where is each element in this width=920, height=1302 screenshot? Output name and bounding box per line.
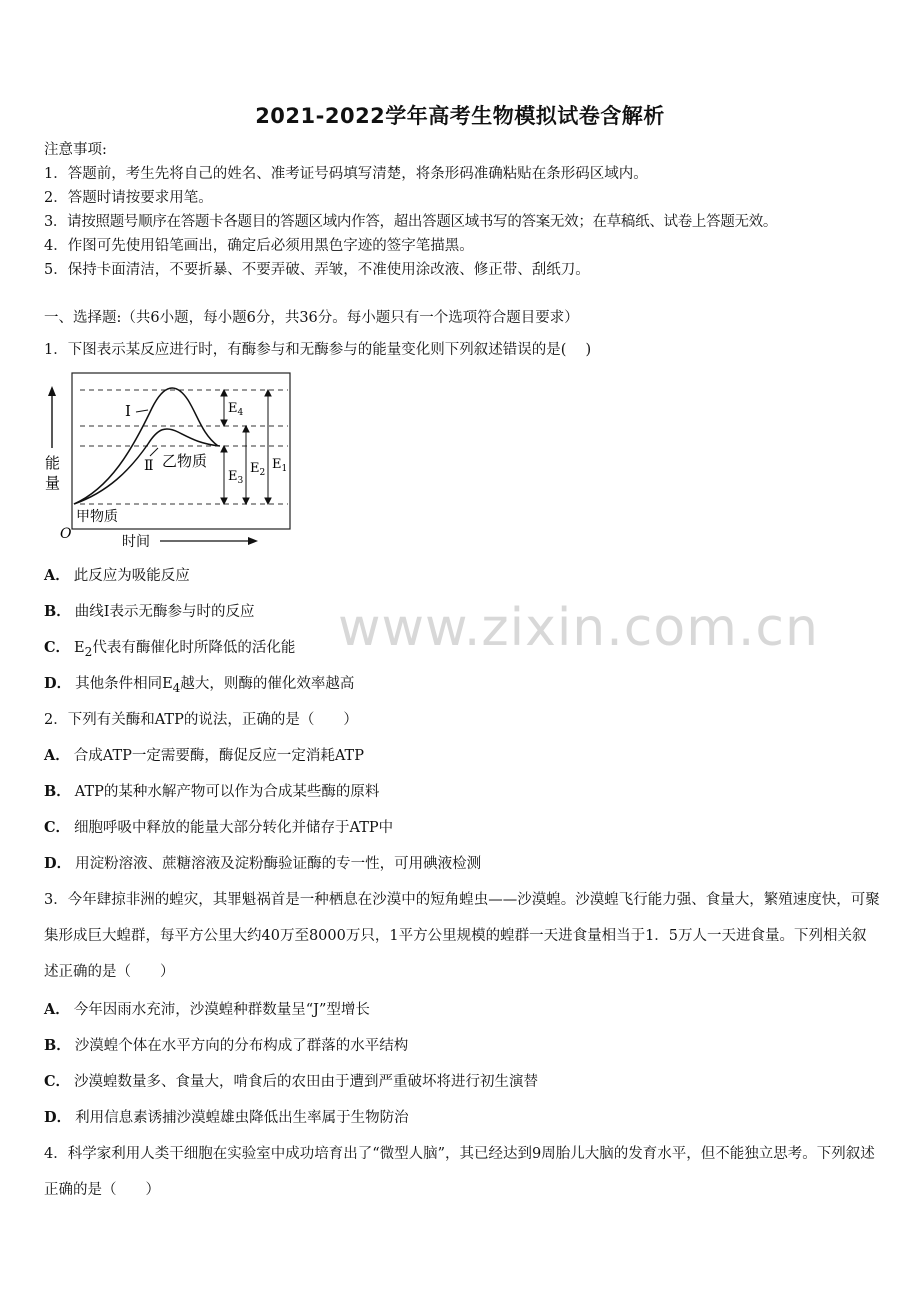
notice-item-5: 5．保持卡面清洁，不要折暴、不要弄破、弄皱，不准使用涂改液、修正带、刮纸刀。 — [44, 262, 590, 278]
x-label: 时间 — [122, 534, 150, 550]
q1-option-a: A． 此反应为吸能反应 — [44, 567, 190, 584]
notice-heading: 注意事项: — [44, 142, 107, 158]
q2-option-d: D． 用淀粉溶液、蔗糖溶液及淀粉酶验证酶的专一性，可用碘液检测 — [44, 855, 482, 872]
e2-label: $E_2$ — [250, 461, 266, 478]
option-letter: D． — [44, 675, 72, 692]
reactant-label: 甲物质 — [76, 509, 118, 525]
curve-two-pointer — [150, 448, 158, 456]
e1-label: $E_1$ — [272, 457, 288, 474]
e4-label: $E_4$ — [228, 401, 244, 418]
q3-option-a: A． 今年因雨水充沛，沙漠蝗种群数量呈“J”型增长 — [44, 1001, 370, 1018]
option-letter: B． — [44, 603, 71, 620]
option-letter: C． — [44, 639, 71, 656]
y-label-1: 能 — [45, 454, 61, 472]
e3-label: $E_3$ — [228, 469, 244, 486]
curve-one-label: I — [125, 402, 131, 420]
product-label: 乙物质 — [162, 452, 208, 470]
q2-option-a: A． 合成ATP一定需要酶，酶促反应一定消耗ATP — [44, 747, 364, 764]
option-letter: A． — [44, 1001, 70, 1018]
y-axis-arrowhead — [48, 386, 56, 396]
option-letter: B． — [44, 783, 71, 800]
origin-label: O — [60, 526, 72, 542]
q4-stem: 4．科学家利用人类干细胞在实验室中成功培育出了“微型人脑”，其已经达到9周胎儿大脑的发育水平，但不能独立思考。下列叙述正确的是（ ） — [44, 1146, 875, 1198]
y-label-2: 量 — [45, 474, 61, 492]
notice-item-3: 3．请按照题号顺序在答题卡各题目的答题区域内作答，超出答题区域书写的答案无效；在草稿纸、试卷上答题无效。 — [44, 214, 778, 230]
notice-item-4: 4．作图可先使用铅笔画出，确定后必须用黑色字迹的签字笔描黑。 — [44, 238, 474, 254]
watermark: www.zixin.com.cn — [338, 598, 819, 658]
q1-stem: 1．下图表示某反应进行时，有酶参与和无酶参与的能量变化则下列叙述错误的是( ) — [44, 342, 592, 358]
diagram-frame — [72, 373, 290, 529]
curve-two-label: Ⅱ — [144, 458, 154, 474]
q1-option-b: B． 曲线I表示无酶参与时的反应 — [44, 603, 255, 620]
notice-item-2: 2．答题时请按要求用笔。 — [44, 190, 213, 206]
q3-option-b: B． 沙漠蝗个体在水平方向的分布构成了群落的水平结构 — [44, 1037, 409, 1054]
q1-option-d: D． 其他条件相同$E_4$越大，则酶的催化效率越高 — [44, 675, 355, 695]
q3-option-d: D． 利用信息素诱捕沙漠蝗雄虫降低出生率属于生物防治 — [44, 1109, 409, 1126]
notice-item-1: 1．答题前，考生先将自己的姓名、准考证号码填写清楚，将条形码准确粘贴在条形码区域内。 — [44, 166, 648, 182]
q3-stem: 3．今年肆掠非洲的蝗灾，其罪魁祸首是一种栖息在沙漠中的短角蝗虫——沙漠蝗。沙漠蝗飞行能力强、食量大，繁殖速度快，可聚集形成巨大蝗群，每平方公里大约40万至8000万只，1平方公里规模的蝗群一天进食量相当于1．5万人一天进食量。下列相关叙述正确的是（ ） — [44, 892, 880, 980]
option-letter: D． — [44, 855, 72, 872]
x-axis-arrowhead — [248, 537, 258, 545]
option-letter: A． — [44, 567, 70, 584]
energy-diagram — [40, 368, 300, 553]
option-letter: D． — [44, 1109, 72, 1126]
section-heading: 一、选择题:（共6小题，每小题6分，共36分。每小题只有一个选项符合题目要求） — [44, 310, 579, 326]
option-letter: C． — [44, 819, 71, 836]
option-letter: B． — [44, 1037, 71, 1054]
curve-one-pointer — [136, 410, 148, 412]
option-letter: A． — [44, 747, 70, 764]
page-title: 2021-2022学年高考生物模拟试卷含解析 — [255, 104, 665, 128]
q1-option-c: C． $E_2$代表有酶催化时所降低的活化能 — [44, 639, 296, 659]
q2-option-c: C． 细胞呼吸中释放的能量大部分转化并储存于ATP中 — [44, 819, 394, 836]
q2-stem: 2．下列有关酶和ATP的说法，正确的是（ ） — [44, 712, 358, 728]
option-letter: C． — [44, 1073, 71, 1090]
q2-option-b: B． ATP的某种水解产物可以作为合成某些酶的原料 — [44, 783, 380, 800]
q3-option-c: C． 沙漠蝗数量多、食量大，啃食后的农田由于遭到严重破坏将进行初生演替 — [44, 1073, 539, 1090]
